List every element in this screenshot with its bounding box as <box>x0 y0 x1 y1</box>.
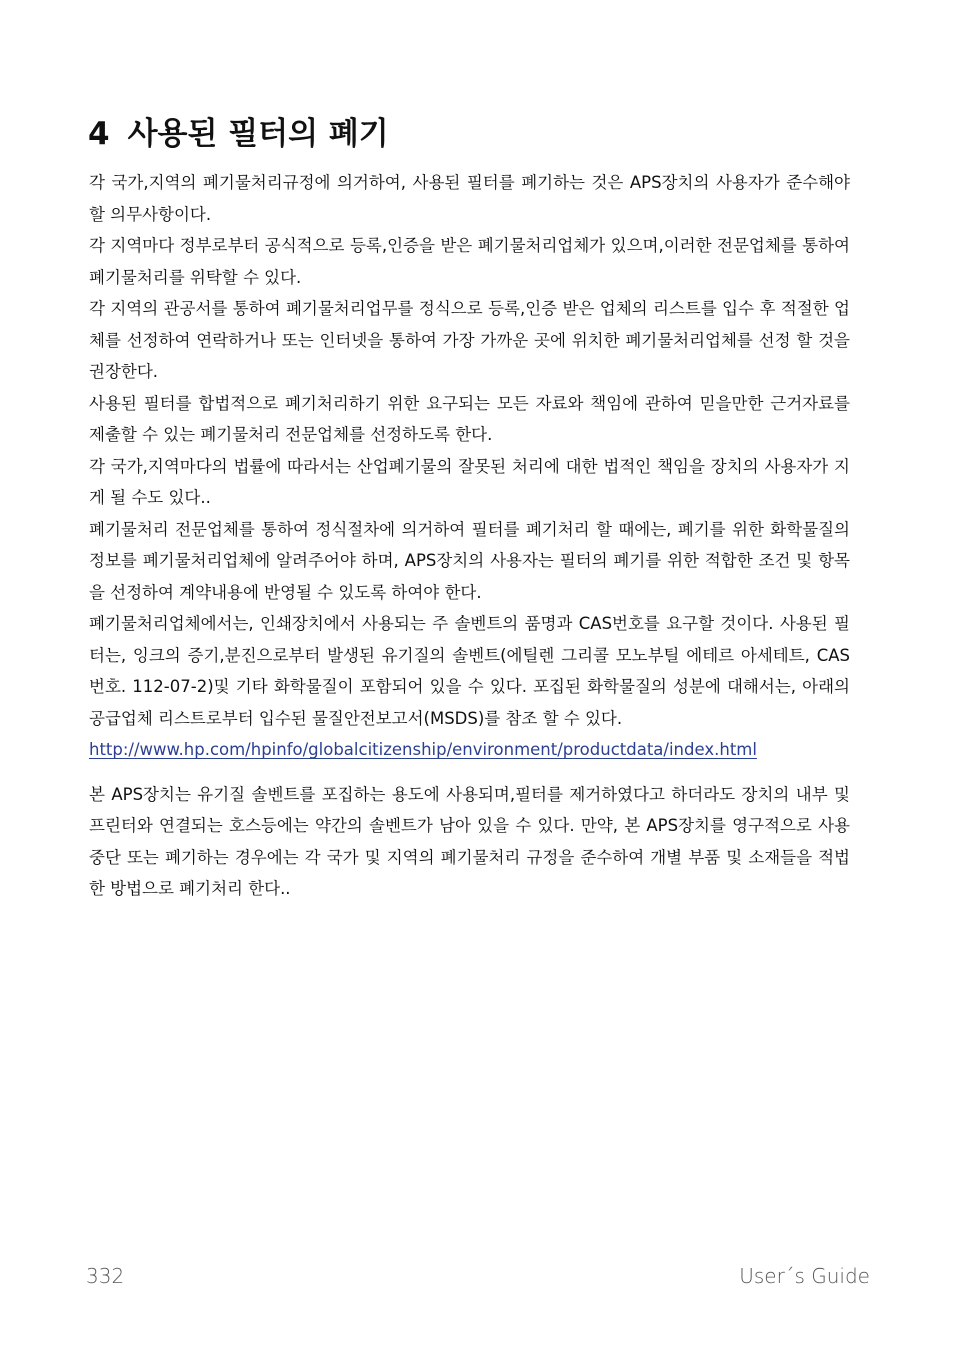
paragraph: 각 지역마다 정부로부터 공식적으로 등록,인증을 받은 폐기물처리업체가 있으며,이러한 전문업체를 통하여 폐기물처리를 위탁할 수 있다. <box>89 236 850 287</box>
paragraph: 각 국가,지역마다의 법률에 따라서는 산업폐기물의 잘못된 처리에 대한 법적인 책임을 장치의 사용자가 지게 될 수도 있다.. <box>89 456 850 507</box>
page-number: 332 <box>86 1264 125 1288</box>
paragraph: 폐기물처리 전문업체를 통하여 정식절차에 의거하여 필터를 폐기처리 할 때에는, 폐기를 위한 화학물질의 정보를 폐기물처리업체에 알려주어야 하며, APS장치의 사용자는 필터의 폐기를 위한 적합한 조건 및 항목을 선정하여 계약내용에 반영될 수 있도록 하여야 한다. <box>89 519 850 602</box>
paragraph: 각 지역의 관공서를 통하여 폐기물처리업무를 정식으로 등록,인증 받은 업체의 리스트를 입수 후 적절한 업체를 선정하여 연락하거나 또는 인터넷을 통하여 가장 가까운 곳에 위치한 폐기물처리업체를 선정 할 것을 권장한다. <box>89 299 850 381</box>
paragraph: 각 국가,지역의 폐기물처리규정에 의거하여, 사용된 필터를 폐기하는 것은 APS장치의 사용자가 준수해야 할 의무사항이다. <box>89 173 850 224</box>
paragraph: 폐기물처리업체에서는, 인쇄장치에서 사용되는 주 솔벤트의 품명과 CAS번호를 요구할 것이다. 사용된 필터는, 잉크의 증기,분진으로부터 발생된 유기질의 솔벤트(에틸렌 그리콜 모노부틸 에테르 아세테트, CAS번호. 112-07-2)및 기타 화학물질이 포함되어 있을 수 있다. 포집된 화학물질의 성분에 대해서는, 아래의 공급업체 리스트로부터 입수된 물질안전보고서(MSDS)를 참조 할 수 있다. <box>89 614 850 728</box>
guide-name: User´s Guide <box>739 1264 870 1288</box>
paragraph: 본 APS장치는 유기질 솔벤트를 포집하는 용도에 사용되며,필터를 제거하였다고 하더라도 장치의 내부 및 프린터와 연결되는 호스등에는 약간의 솔벤트가 남아 있을 수 있다. 만약, 본 APS장치를 영구적으로 사용중단 또는 폐기하는 경우에는 각 국가 및 지역의 폐기물처리 규정을 준수하여 개별 부품 및 소재들을 적법한 방법으로 폐기처리 한다.. <box>89 784 850 898</box>
msds-link[interactable]: http://www.hp.com/hpinfo/globalcitizenship/environment/productdata/index.html <box>89 740 757 759</box>
document-body <box>89 167 850 905</box>
section-title: 사용된 필터의 폐기 <box>127 116 389 152</box>
section-number: 4 <box>88 116 110 152</box>
section-heading <box>88 112 868 156</box>
paragraph: 사용된 필터를 합법적으로 폐기처리하기 위한 요구되는 모든 자료와 책임에 관하여 믿을만한 근거자료를 제출할 수 있는 폐기물처리 전문업체를 선정하도록 한다. <box>89 393 850 444</box>
